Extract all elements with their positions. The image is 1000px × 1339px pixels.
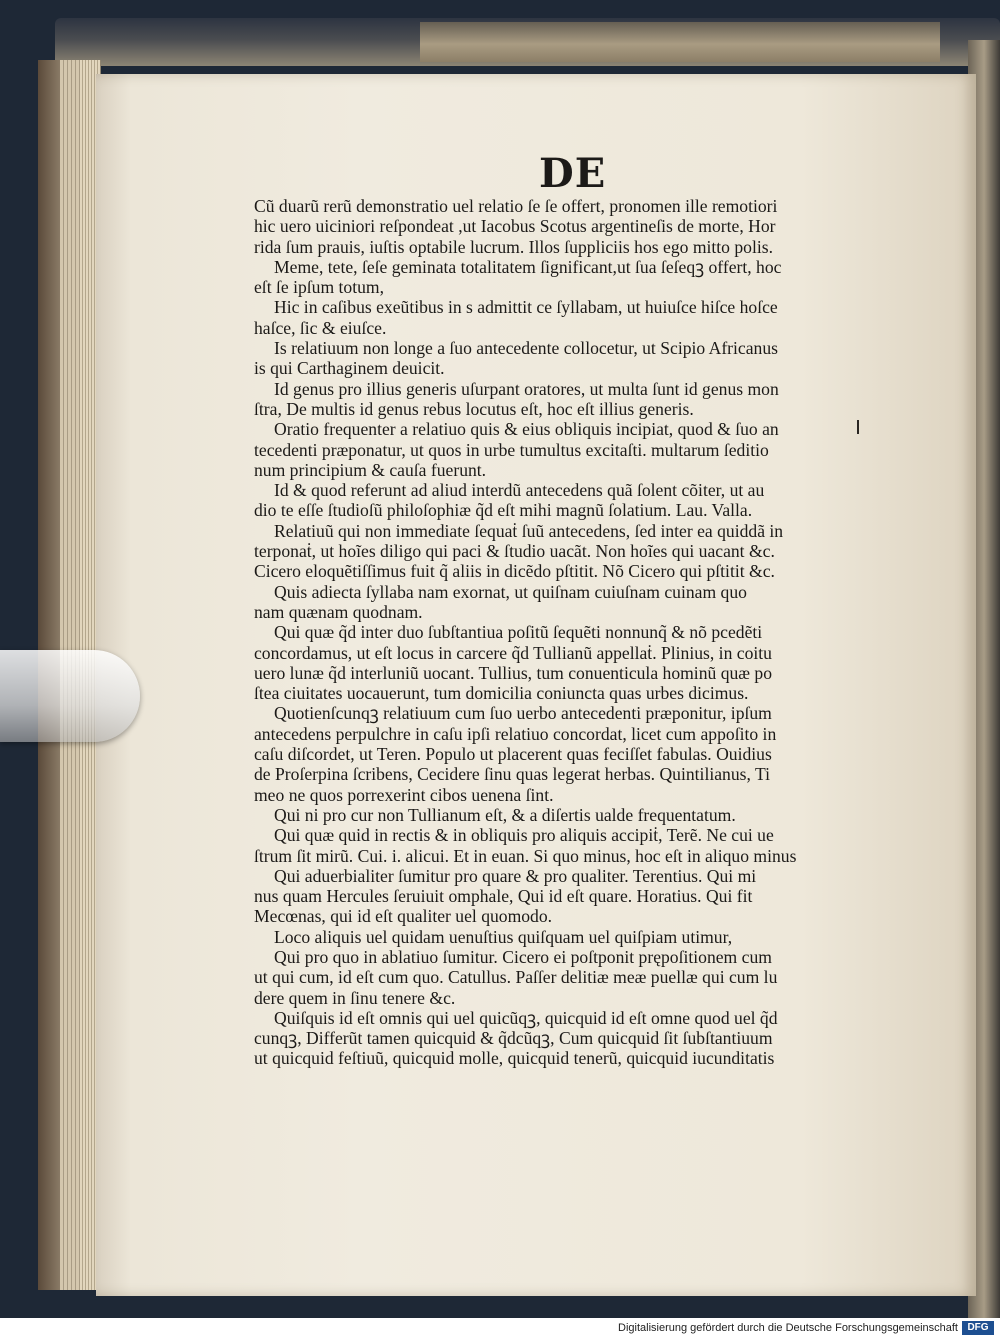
text-line: Quiſquis id eſt omnis qui uel quicũqꝫ, quicquid id eſt omne quod uel q̃d xyxy=(274,1007,778,1028)
text-line: ſtrum ſit mirũ. Cui. i. alicui. Et in euan. Si quo minus, hoc eſt in aliquo minus xyxy=(254,845,797,866)
dfg-logo: DFG xyxy=(962,1321,994,1335)
text-line: is qui Carthaginem deuicit. xyxy=(254,358,445,379)
text-line: Qui aduerbialiter ſumitur pro quare & pro qualiter. Terentius. Qui mi xyxy=(274,865,757,886)
text-line: caſu diſcordet, ut Teren. Populo ut placerent quas feciſſet fabulas. Ouidius xyxy=(254,744,772,765)
text-line: meo ne quos porrexerint cibos uenena ſint. xyxy=(254,784,554,805)
text-line: Hic in caſibus exeũtibus in s admittit ce ſyllabam, ut huiuſce hiſce hoſce xyxy=(274,297,778,318)
text-line: Id genus pro illius generis uſurpant oratores, ut multa ſunt id genus mon xyxy=(274,378,779,399)
digitization-footer xyxy=(0,1318,1000,1339)
text-line: cunqꝫ, Differũt tamen quicquid & q̃dcũqꝫ, Cum quicquid ſit ſubſtantiuum xyxy=(254,1028,773,1049)
text-line: hic uero uiciniori reſpondeat ,ut Iacobus Scotus argentineſis de morte, Hor xyxy=(254,216,776,237)
text-line: rida ſum prauis, iuſtis optabile lucrum. Illos ſuppliciis hos ego mitto polis. xyxy=(254,236,773,257)
text-line: uero lunæ q̃d interluniũ uocant. Tullius, tum conuenticula hominũ quæ po xyxy=(254,662,773,683)
text-line: Quotienſcunqꝫ relatiuum cum ſuo uerbo antecedenti præponitur, ipſum xyxy=(274,703,772,724)
text-line: Is relatiuum non longe a ſuo antecedente collocetur, ut Scipio Africanus xyxy=(274,338,778,359)
text-line: num principium & cauſa fuerunt. xyxy=(254,459,487,480)
text-line: Cicero eloquẽtiſſimus fuit q̃ aliis in dicẽdo pſtitit. Nõ Cicero qui pſtitit &c. xyxy=(254,561,775,582)
running-head: DE xyxy=(539,150,607,197)
text-line: de Proſerpina ſcribens, Cecidere ſinu quas legerat herbas. Quintilianus, Ti xyxy=(254,764,770,785)
text-line: Cũ duarũ rerũ demonstratio uel relatio ſe ſe offert, pronomen ille remotiori xyxy=(254,196,778,216)
text-line: haſce, ſic & eiuſce. xyxy=(254,317,387,338)
text-line: Quis adiecta ſyllaba nam exornat, ut quiſnam cuiuſnam cuinam quo xyxy=(274,581,747,602)
text-line: ut qui cum, id eſt cum quo. Catullus. Paſſer delitiæ meæ puellæ qui cum lu xyxy=(254,967,778,988)
text-line: tecedenti præponatur, ut quos in urbe tumultus excitaſti. multarum ſeditio xyxy=(254,439,769,460)
text-line: Id & quod referunt ad aliud interdũ antecedens quã ſolent cõiter, ut au xyxy=(274,480,765,501)
text-line: Qui ni pro cur non Tullianum eſt, & a diſertis ualde frequentatum. xyxy=(274,804,736,825)
text-line: concordamus, ut eſt locus in carcere q̃d Tullianũ appellaṫ. Plinius, in coitu xyxy=(254,642,772,663)
text-line: Qui quæ q̃d inter duo ſubſtantiua poſitũ ſequẽti nonnunq̃ & nõ pcedẽti xyxy=(274,622,763,643)
text-line: ſtra, De multis id genus rebus locutus eſt, hoc eſt illius generis. xyxy=(254,398,694,419)
text-line: terponaṫ, ut hoĩes diligo qui paci & ſtudio uacãt. Non hoĩes qui uacant &c. xyxy=(254,541,775,562)
text-line: nam quænam quodnam. xyxy=(254,601,423,622)
text-line: Loco aliquis uel quidam uenuſtius quiſquam uel quiſpiam utimur, xyxy=(274,926,733,947)
text-line: Meme, tete, ſeſe geminata totalitatem ſignificant,ut ſua ſeſeqꝫ offert, hoc xyxy=(274,256,782,277)
page-text-block xyxy=(254,196,894,1069)
page-clamp xyxy=(0,650,140,742)
text-line: dio te eſſe ſtudioſũ philoſophiæ q̃d eſt mihi magnũ ſolatium. Lau. Valla. xyxy=(254,500,753,521)
funding-credit: Digitalisierung gefördert durch die Deutsche Forschungsgemeinschaft xyxy=(618,1322,958,1334)
text-line: Qui pro quo in ablatiuo ſumitur. Cicero ei poſtponit prępoſitionem cum xyxy=(274,946,772,967)
text-line: antecedens perpulchre in caſu ipſi relatiuo concordat, licet cum appoſito in xyxy=(254,723,777,744)
text-line: eſt ſe ipſum totum, xyxy=(254,277,384,298)
text-line: ut quicquid feſtiuũ, quicquid molle, quicquid tenerũ, quicquid iucunditatis xyxy=(254,1048,775,1069)
text-line: dere quem in ſinu tenere &c. xyxy=(254,987,456,1008)
margin-mark xyxy=(857,420,859,434)
text-line: Oratio frequenter a relatiuo quis & eius obliquis incipiat, quod & ſuo an xyxy=(274,419,779,440)
text-line: Relatiuũ qui non immediate ſequaṫ ſuũ antecedens, ſed inter ea quiddã in xyxy=(274,520,784,541)
text-line: Mecœnas, qui id eſt qualiter uel quomodo. xyxy=(254,906,553,927)
book-head-edge xyxy=(420,22,940,62)
text-line: ſtea ciuitates uocauerunt, tum domicilia coniuncta quas urbes dicimus. xyxy=(254,683,749,704)
text-line: nus quam Hercules ſeruiuit omphale, Qui id eſt quare. Horatius. Qui fit xyxy=(254,886,753,907)
text-line: Qui quæ quid in rectis & in obliquis pro aliquis accipiṫ, Terẽ. Ne cui ue xyxy=(274,825,774,846)
